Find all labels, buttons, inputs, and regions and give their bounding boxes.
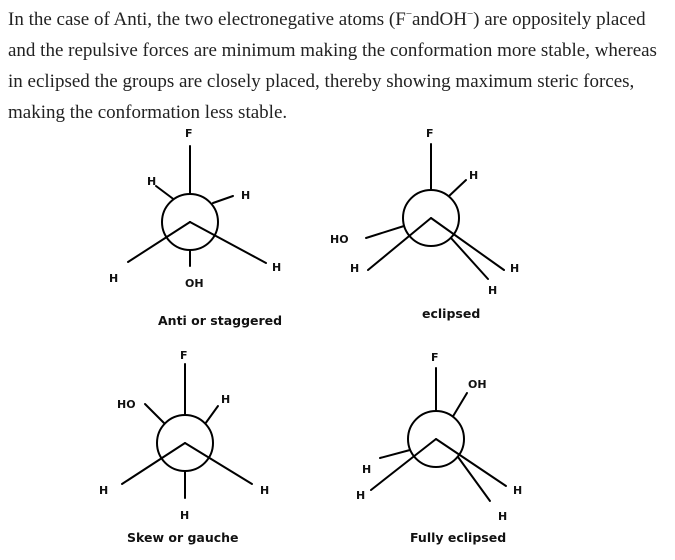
label-gauche-back-upper-right: H xyxy=(221,393,231,406)
bond-back-upper-left xyxy=(145,404,165,424)
label-fully-eclipsed-front-lower-left: H xyxy=(356,489,366,502)
label-gauche-front-top: F xyxy=(180,349,188,362)
paragraph-part2: andOH xyxy=(412,9,467,30)
label-gauche-front-lower-right: H xyxy=(260,484,270,497)
label-fully-eclipsed-front-top: F xyxy=(431,351,439,364)
newman-gauche xyxy=(99,349,269,545)
label-eclipsed-back-lower-right: H xyxy=(488,284,498,297)
label-fully-eclipsed-back-lower-left: H xyxy=(362,463,372,476)
bond-back-upper-right xyxy=(205,406,218,424)
newman-eclipsed xyxy=(330,127,519,321)
label-gauche-front-lower-left: H xyxy=(99,484,109,497)
bond-back-upper-right xyxy=(448,180,466,197)
label-eclipsed-back-upper-right: H xyxy=(469,169,479,182)
paragraph-superscript-1: − xyxy=(405,7,413,20)
paragraph-part3: ) are oppositely placed and the repulsive forces are minimum making the conformation more stable, whereas in eclipsed the groups are closely placed, thereby showing maximum steric forces, making the conformation less stable. xyxy=(8,9,657,123)
bond-back-left xyxy=(366,226,404,238)
label-anti-front-top: F xyxy=(185,127,193,140)
caption-anti: Anti or staggered xyxy=(158,313,283,328)
caption-eclipsed: eclipsed xyxy=(422,306,481,321)
bond-back-upper-right xyxy=(452,393,467,418)
label-anti-front-bottom: OH xyxy=(185,277,204,290)
label-eclipsed-front-top: F xyxy=(426,127,434,140)
bond-back-lower-left xyxy=(380,450,410,458)
label-anti-back-upper-right: H xyxy=(241,189,251,202)
caption-gauche: Skew or gauche xyxy=(127,530,239,545)
bond-back-lower-right xyxy=(451,238,488,279)
label-eclipsed-front-lower-right: H xyxy=(510,262,520,275)
label-gauche-back-bottom: H xyxy=(180,509,190,522)
paragraph-part1: In the case of Anti, the two electronegative atoms (F xyxy=(8,9,406,30)
newman-fully-eclipsed xyxy=(356,351,522,545)
bond-back-upper-right xyxy=(213,196,233,203)
label-fully-eclipsed-back-lower-right: H xyxy=(498,510,508,523)
label-fully-eclipsed-back-upper-right: OH xyxy=(468,378,487,391)
label-gauche-back-upper-left: HO xyxy=(117,398,136,411)
newman-anti xyxy=(109,127,282,328)
label-anti-front-lower-right: H xyxy=(272,261,282,274)
caption-fully-eclipsed: Fully eclipsed xyxy=(410,530,507,545)
label-eclipsed-back-left: HO xyxy=(330,233,349,246)
label-anti-back-upper-left: H xyxy=(147,175,157,188)
label-eclipsed-front-lower-left: H xyxy=(350,262,360,275)
label-anti-front-lower-left: H xyxy=(109,272,119,285)
label-fully-eclipsed-front-lower-right: H xyxy=(513,484,523,497)
paragraph-superscript-2: − xyxy=(466,7,474,20)
